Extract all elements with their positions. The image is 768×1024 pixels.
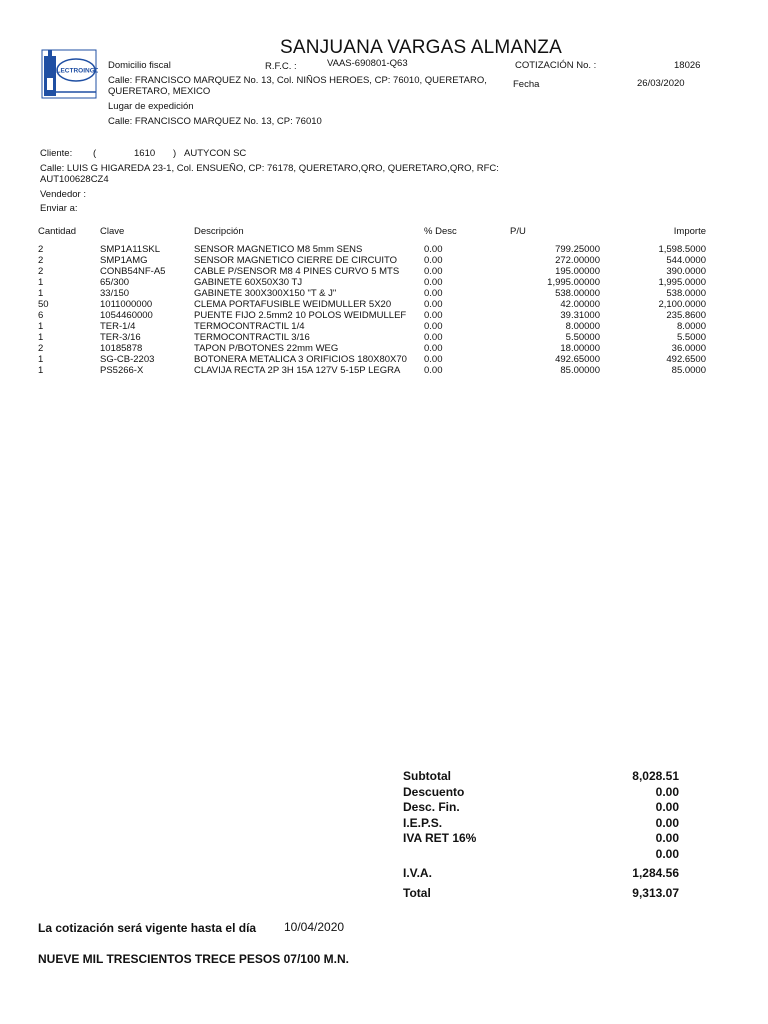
logo-text: ELECTROINGO [52,67,98,75]
cell-cantidad: 1 [38,288,44,299]
col-header-desc: % Desc [424,226,457,237]
cell-pu: 39.31000 [560,310,600,321]
fecha-label: Fecha [513,79,540,90]
cell-descripcion: GABINETE 300X300X150 "T & J" [194,288,337,299]
cell-desc: 0.00 [424,354,443,365]
col-header-cantidad: Cantidad [38,226,77,237]
cell-importe: 36.0000 [671,343,706,354]
cell-importe: 1,995.0000 [658,277,706,288]
amount-in-words: NUEVE MIL TRESCIENTOS TRECE PESOS 07/100 M.N. [38,952,349,966]
cell-cantidad: 1 [38,277,44,288]
company-logo [40,48,98,100]
table-row [38,321,706,332]
table-row [38,365,706,376]
cell-desc: 0.00 [424,277,443,288]
client-name: AUTYCON SC [184,148,247,159]
cell-desc: 0.00 [424,321,443,332]
cell-clave: SMP1AMG [100,255,148,266]
table-row [38,255,706,266]
iva-value: 1,284.56 [632,866,679,880]
client-paren-open: ( [93,148,97,159]
iva-label: I.V.A. [403,866,432,880]
fecha-value: 26/03/2020 [637,78,685,89]
cell-clave: TER-1/4 [100,321,136,332]
cell-descripcion: GABINETE 60X50X30 TJ [194,277,303,288]
cell-clave: 1011000000 [100,299,153,310]
total-row [403,886,679,902]
total-label: Total [403,885,431,900]
lugar-label: Lugar de expedición [108,101,194,112]
cell-importe: 390.0000 [666,266,706,277]
domicilio-label: Domicilio fiscal [108,60,171,71]
cell-pu: 492.65000 [555,354,600,365]
client-paren-close: ) [173,148,177,159]
cell-importe: 492.6500 [666,354,706,365]
descuento-label: Descuento [403,784,465,799]
cliente-label: Cliente: [40,148,73,159]
cotizacion-label: COTIZACIÓN No. : [515,60,597,71]
cell-desc: 0.00 [424,255,443,266]
cell-cantidad: 2 [38,266,44,277]
cotizacion-number: 18026 [674,60,701,71]
cell-cantidad: 1 [38,332,44,343]
lugar-address: Calle: FRANCISCO MARQUEZ No. 13, CP: 76010 [108,116,322,127]
descuento-value: 0.00 [655,784,679,799]
cell-clave: 33/150 [100,288,130,299]
cell-desc: 0.00 [424,365,443,376]
cell-cantidad: 1 [38,354,44,365]
col-header-clave: Clave [100,226,125,237]
cell-importe: 1,598.5000 [658,244,706,255]
cell-pu: 18.00000 [560,343,600,354]
cell-cantidad: 6 [38,310,44,321]
cell-clave: SMP1A11SKL [100,244,161,255]
cell-descripcion: TAPON P/BOTONES 22mm WEG [194,343,339,354]
fiscal-address-line2: QUERETARO, MEXICO [108,86,211,97]
table-row [38,310,706,321]
cell-pu: 195.00000 [555,266,600,277]
cell-clave: SG-CB-2203 [100,354,155,365]
subtotal-row [403,769,679,785]
client-address-line2: AUT100628CZ4 [40,174,109,185]
cell-importe: 8.0000 [676,321,706,332]
cell-importe: 85.0000 [671,365,706,376]
cell-cantidad: 50 [38,299,49,310]
ivaret-label: IVA RET 16% [403,831,477,845]
cell-pu: 85.00000 [560,365,600,376]
table-row [38,332,706,343]
cell-clave: 65/300 [100,277,130,288]
cell-importe: 538.0000 [666,288,706,299]
col-header-pu: P/U [510,226,526,237]
enviar-label: Enviar a: [40,203,78,214]
cell-pu: 42.00000 [560,299,600,310]
col-header-importe: Importe [673,226,706,237]
vendedor-label: Vendedor : [40,189,86,200]
ivaret-value: 0.00 [655,831,679,845]
cell-pu: 538.00000 [555,288,600,299]
descuento-row [403,785,679,801]
descfin-row [403,800,679,816]
rfc-value: VAAS-690801-Q63 [327,58,408,69]
cell-desc: 0.00 [424,288,443,299]
ieps-value: 0.00 [655,815,679,830]
table-row [38,277,706,288]
table-row [38,288,706,299]
table-row [38,266,706,277]
total-value: 9,313.07 [632,885,679,900]
cell-desc: 0.00 [424,343,443,354]
cell-desc: 0.00 [424,299,443,310]
cell-importe: 235.8600 [666,310,706,321]
cell-descripcion: TERMOCONTRACTIL 3/16 [194,332,310,343]
ieps-label: I.E.P.S. [403,815,443,830]
extra-value: 0.00 [655,846,679,861]
cell-descripcion: CABLE P/SENSOR M8 4 PINES CURVO 5 MTS [194,266,400,277]
cell-cantidad: 2 [38,244,44,255]
cell-descripcion: PUENTE FIJO 2.5mm2 10 POLOS WEIDMULLEF [194,310,407,321]
totals-block [403,769,679,901]
cell-cantidad: 2 [38,343,44,354]
items-table [38,224,706,376]
vigencia-date: 10/04/2020 [284,920,345,934]
cell-pu: 799.25000 [555,244,600,255]
descfin-label: Desc. Fin. [403,800,460,814]
cell-descripcion: BOTONERA METALICA 3 ORIFICIOS 180X80X70 [194,354,407,365]
items-body [38,244,706,376]
cell-descripcion: SENSOR MAGNETICO M8 5mm SENS [194,244,363,255]
cell-importe: 544.0000 [666,255,706,266]
cell-pu: 8.00000 [565,321,600,332]
table-row [38,299,706,310]
extra-row [403,847,679,863]
iva-row [403,866,679,882]
cell-clave: PS5266-X [100,365,144,376]
cell-pu: 5.50000 [565,332,600,343]
cell-importe: 2,100.0000 [658,299,706,310]
cell-descripcion: TERMOCONTRACTIL 1/4 [194,321,305,332]
ieps-row [403,816,679,832]
cell-pu: 272.00000 [555,255,600,266]
cell-desc: 0.00 [424,244,443,255]
cell-cantidad: 1 [38,321,44,332]
descfin-value: 0.00 [655,800,679,814]
subtotal-value: 8,028.51 [632,769,679,783]
col-header-descripcion: Descripción [194,226,244,237]
cell-clave: CONB54NF-A5 [100,266,166,277]
subtotal-label: Subtotal [403,769,451,783]
company-name: SANJUANA VARGAS ALMANZA [280,37,562,58]
cell-desc: 0.00 [424,310,443,321]
cell-descripcion: CLEMA PORTAFUSIBLE WEIDMULLER 5X20 [194,299,392,310]
table-row [38,354,706,365]
cell-importe: 5.5000 [676,332,706,343]
cell-clave: TER-3/16 [100,332,141,343]
cell-clave: 1054460000 [100,310,153,321]
cell-clave: 10185878 [100,343,143,354]
ivaret-row [403,831,679,847]
table-row [38,343,706,354]
cell-desc: 0.00 [424,266,443,277]
cell-pu: 1,995.00000 [547,277,600,288]
table-header-row [38,224,706,240]
cell-descripcion: SENSOR MAGNETICO CIERRE DE CIRCUITO [194,255,398,266]
cell-cantidad: 2 [38,255,44,266]
vigencia-label: La cotización será vigente hasta el día [38,921,257,935]
cell-cantidad: 1 [38,365,44,376]
cell-descripcion: CLAVIJA RECTA 2P 3H 15A 127V 5-15P LEGRA [194,365,401,376]
fiscal-address-line1: Calle: FRANCISCO MARQUEZ No. 13, Col. NIÑOS HEROES, CP: 76010, QUERETARO, [108,75,487,86]
logo-graphic [40,48,98,100]
table-row [38,244,706,255]
cell-desc: 0.00 [424,332,443,343]
client-address-line1: Calle: LUIS G HIGAREDA 23-1, Col. ENSUEÑO, CP: 76178, QUERETARO,QRO, QUERETARO,QRO, RFC: [40,163,499,174]
rfc-label: R.F.C. : [265,61,297,72]
client-number: 1610 [134,148,156,159]
